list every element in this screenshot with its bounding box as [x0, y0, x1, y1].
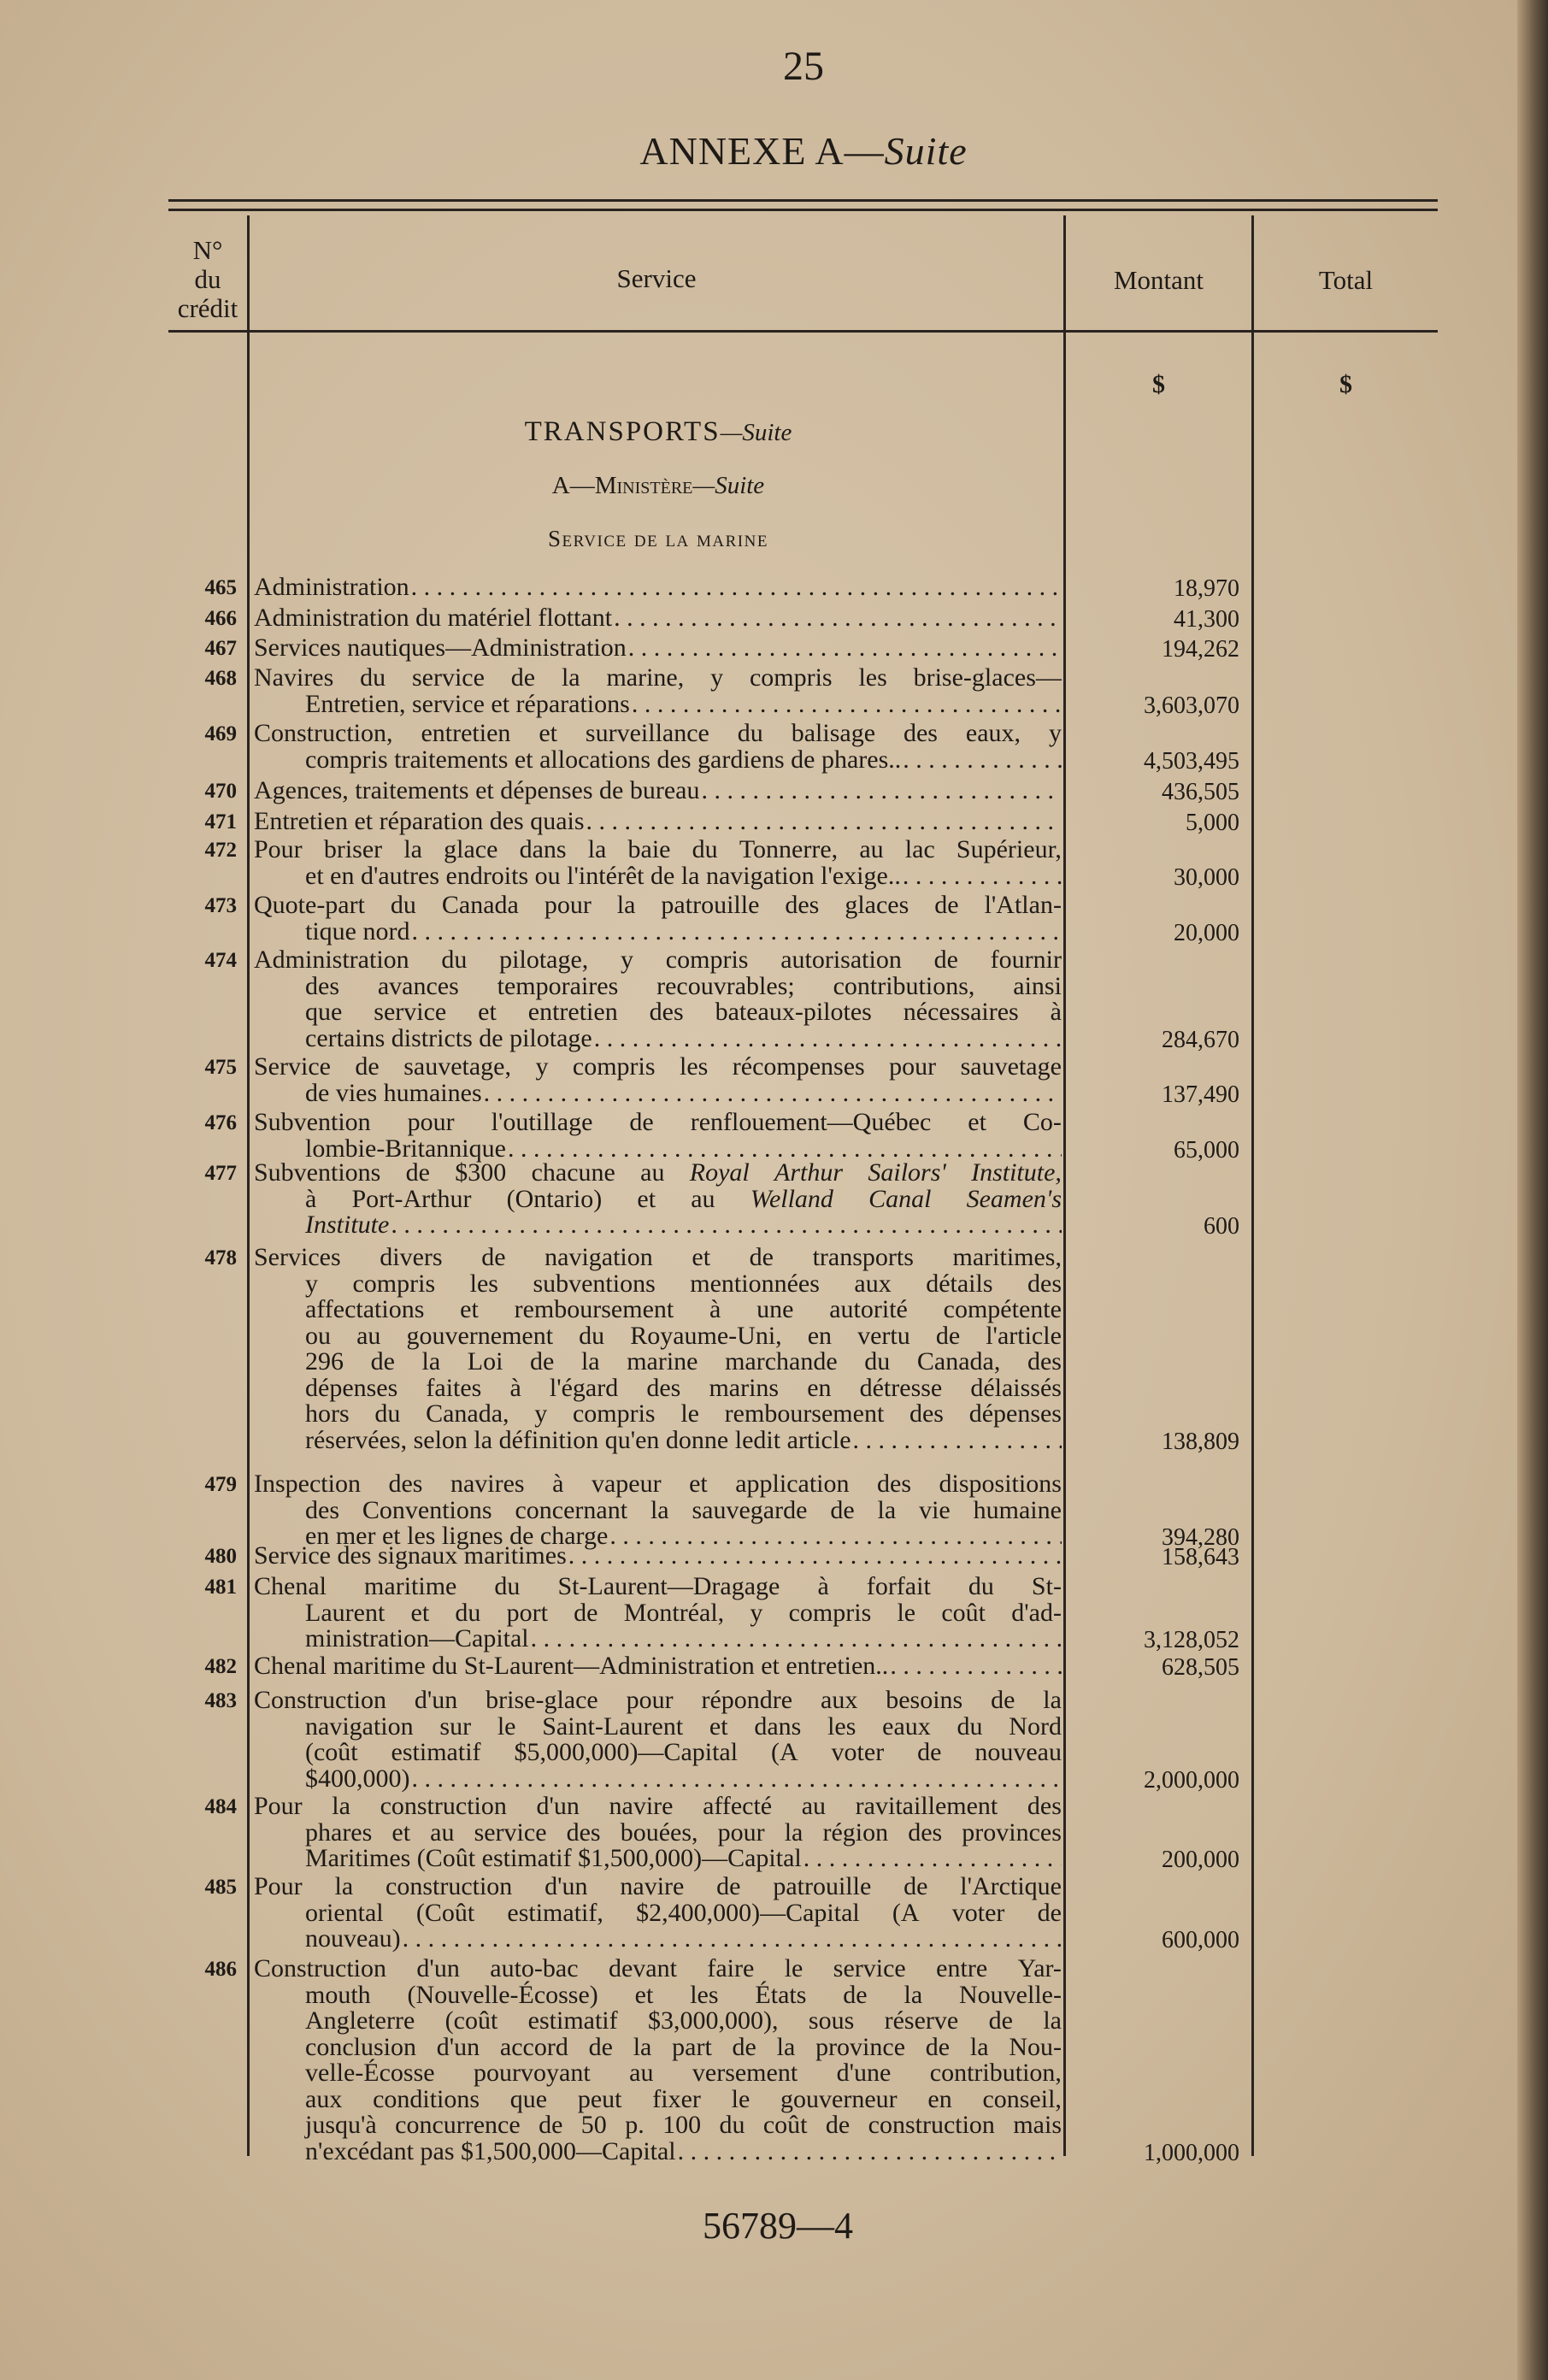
credit-number: 474 [204, 949, 237, 972]
department-heading [252, 416, 1064, 448]
description-line: Inspection des navires à vapeur et application des dispositions [254, 1470, 1062, 1498]
credit-number: 481 [204, 1576, 237, 1599]
description-line: nouveau) . . . [254, 1926, 1062, 1953]
description-line: oriental (Coût estimatif, $2,400,000)—Capital (A voter de [305, 1898, 1062, 1927]
col-divider-service [1063, 215, 1066, 2156]
credit-number: 477 [204, 1162, 237, 1185]
dot-leader [567, 1543, 1062, 1570]
dot-leader [482, 1081, 1062, 1107]
dot-leader [529, 1626, 1062, 1652]
credit-number: 485 [204, 1876, 237, 1899]
currency-total: $ [1339, 370, 1352, 398]
credit-description [254, 1054, 1062, 1106]
dot-leader [901, 863, 1062, 890]
dot-leader [592, 1026, 1062, 1052]
credit-number: 466 [204, 607, 237, 630]
dot-leader [401, 1926, 1062, 1953]
description-line: Angleterre (coût estimatif $3,000,000), sous réserve de la [305, 2006, 1062, 2035]
col-divider-montant [1251, 215, 1254, 2156]
top-rule-1 [168, 199, 1438, 202]
description-line: Services divers de navigation et de transports maritimes, [254, 1243, 1062, 1271]
dot-leader [888, 1653, 1062, 1680]
credit-amount: 3,128,052 [1144, 1627, 1239, 1653]
credit-amount: 194,262 [1162, 636, 1239, 663]
ministry-name: A—Ministère [551, 472, 693, 499]
description-line: Service de sauvetage, y compris les récompenses pour sauvetage [254, 1052, 1062, 1081]
dot-leader [630, 692, 1062, 718]
credit-description [254, 892, 1062, 945]
credit-number: 486 [204, 1958, 237, 1981]
credit-number: 483 [204, 1689, 237, 1712]
description-line: en mer et les lignes de charge . . . [254, 1523, 1062, 1550]
description-line: Service des signaux maritimes . . . [254, 1543, 1062, 1570]
credit-amount: 158,643 [1162, 1544, 1239, 1570]
credit-amount: 65,000 [1174, 1136, 1239, 1163]
dot-leader [389, 1212, 1062, 1239]
credit-description [254, 1245, 1062, 1453]
credit-amount: 436,505 [1162, 779, 1239, 805]
description-line: Pour briser la glace dans la baie du Tonnerre, au lac Supérieur, [254, 835, 1062, 863]
description-line: Construction, entretien et surveillance du balisage des eaux, y [254, 719, 1062, 747]
description-line: Maritimes (Coût estimatif $1,500,000)—Capital . . . [254, 1846, 1062, 1872]
credit-number: 475 [204, 1056, 237, 1079]
credit-amount: 41,300 [1174, 606, 1239, 633]
description-line: à Port-Arthur (Ontario) et au Welland Canal Seamen's [305, 1184, 1062, 1213]
credit-description [254, 1653, 1062, 1680]
description-line: Subventions de $300 chacune au Royal Arthur Sailors' Institute, [254, 1158, 1062, 1187]
description-line: $400,000) . . . [254, 1766, 1062, 1793]
credit-number: 476 [204, 1111, 237, 1134]
credit-amount: 30,000 [1174, 863, 1239, 891]
description-line: et en d'autres endroits ou l'intérêt de la navigation l'exige.. . . . [254, 863, 1062, 890]
credit-amount: 137,490 [1162, 1081, 1239, 1108]
description-line: Institute . . . [254, 1212, 1062, 1239]
credit-amount: 600,000 [1162, 1927, 1239, 1953]
description-line: Construction d'un brise-glace pour répondre aux besoins de la [254, 1686, 1062, 1714]
department-suffix: —Suite [720, 419, 792, 446]
credit-description [254, 1160, 1062, 1239]
dot-leader [409, 919, 1062, 946]
credit-description [254, 605, 1062, 632]
description-line: conclusion d'un accord de la part de la province de la Nou- [305, 2032, 1062, 2061]
credit-number: 468 [204, 667, 237, 690]
currency-montant: $ [1152, 370, 1165, 398]
top-rule-2 [168, 209, 1438, 211]
credit-description [254, 1688, 1062, 1792]
ministry-heading [252, 472, 1064, 500]
header-credit [168, 236, 247, 323]
description-line: navigation sur le Saint-Laurent et dans les eaux du Nord [305, 1711, 1062, 1741]
description-line: Services nautiques—Administration . . . [254, 635, 1062, 662]
header-credit-line-2: du [194, 264, 221, 294]
dot-leader [585, 809, 1062, 835]
credit-description [254, 1543, 1062, 1570]
dot-leader [901, 747, 1062, 774]
credit-description [254, 837, 1062, 889]
credit-description [254, 665, 1062, 717]
dot-leader [409, 574, 1062, 601]
credit-number: 478 [204, 1246, 237, 1270]
credit-number: 479 [204, 1473, 237, 1496]
ministry-suffix: —Suite [692, 472, 765, 499]
description-line: des Conventions concernant la sauvegarde de la vie humaine [305, 1495, 1062, 1524]
dot-leader [676, 2139, 1062, 2165]
credit-number: 471 [204, 810, 237, 834]
credit-amount: 138,809 [1162, 1428, 1239, 1455]
description-line: Administration . . . [254, 574, 1062, 601]
annex-title: ANNEXE A—Suite [639, 129, 968, 173]
description-line: phares et au service des bouées, pour la région des provinces [305, 1817, 1062, 1847]
description-line: réservées, selon la définition qu'en donne ledit article . . . [254, 1428, 1062, 1454]
header-bottom-rule [168, 330, 1438, 333]
credit-description [254, 1794, 1062, 1872]
credit-number: 465 [204, 576, 237, 599]
description-line: Administration du pilotage, y compris autorisation de fournir [254, 946, 1062, 974]
description-line: n'excédant pas $1,500,000—Capital . . . [254, 2139, 1062, 2165]
description-line: y compris les subventions mentionnées aux détails des [305, 1269, 1062, 1298]
credit-description [254, 1471, 1062, 1550]
credit-description [254, 721, 1062, 773]
header-credit-line-3: crédit [177, 293, 238, 323]
credit-number: 472 [204, 839, 237, 862]
description-line: Laurent et du port de Montréal, y compris le coût d'ad- [305, 1598, 1062, 1627]
description-line: Entretien et réparation des quais . . . [254, 809, 1062, 835]
credit-number: 484 [204, 1795, 237, 1818]
annex-title-suffix: Suite [884, 129, 968, 173]
service-heading: Service de la marine [548, 526, 768, 551]
description-line: Administration du matériel flottant . . . [254, 605, 1062, 632]
description-line: velle-Écosse pourvoyant au versement d'une contribution, [305, 2059, 1062, 2087]
dot-leader [699, 778, 1062, 804]
description-line: 296 de la Loi de la marine marchande du Canada, des [305, 1347, 1062, 1376]
description-line: Pour la construction d'un navire affecté au ravitaillement des [254, 1792, 1062, 1820]
credit-description [254, 1110, 1062, 1162]
credit-amount: 20,000 [1174, 919, 1239, 946]
department-name: TRANSPORTS [524, 416, 721, 447]
credit-amount: 3,603,070 [1144, 692, 1239, 719]
col-divider-credit [247, 215, 250, 2156]
credit-description [254, 1956, 1062, 2165]
description-line: lombie-Britannique . . . [254, 1136, 1062, 1163]
credit-amount: 18,970 [1174, 575, 1239, 602]
page-number: 25 [783, 44, 824, 89]
page-edge-shadow [1517, 0, 1548, 2380]
header-montant: Montant [1113, 265, 1204, 295]
credit-amount: 2,000,000 [1144, 1766, 1239, 1794]
credit-amount: 1,000,000 [1144, 2139, 1239, 2166]
description-line: Pour la construction d'un navire de patrouille de l'Arctique [254, 1872, 1062, 1900]
credit-description [254, 635, 1062, 662]
description-line: Chenal maritime du St-Laurent—Dragage à forfait du St- [254, 1572, 1062, 1600]
description-line: dépenses faites à l'égard des marins en détresse délaissés [305, 1373, 1062, 1402]
credit-number: 467 [204, 637, 237, 660]
description-line: Quote-part du Canada pour la patrouille des glaces de l'Atlan- [254, 891, 1062, 919]
description-line: mouth (Nouvelle-Écosse) et les États de la Nouvelle- [305, 1980, 1062, 2009]
credit-number: 480 [204, 1545, 237, 1568]
credit-amount: 4,503,495 [1144, 747, 1239, 775]
description-line: (coût estimatif $5,000,000)—Capital (A voter de nouveau [305, 1738, 1062, 1766]
description-line: jusqu'à concurrence de 50 p. 100 du coût de construction mais [305, 2111, 1062, 2139]
dot-leader [612, 605, 1062, 632]
dot-leader [802, 1846, 1062, 1872]
credit-description [254, 1874, 1062, 1953]
credit-description [254, 574, 1062, 601]
credit-amount: 200,000 [1162, 1847, 1239, 1873]
description-line: compris traitements et allocations des gardiens de phares.. . . . [254, 747, 1062, 774]
dot-leader [410, 1766, 1062, 1793]
description-line: hors du Canada, y compris le remboursement des dépenses [305, 1399, 1062, 1428]
dot-leader [851, 1428, 1062, 1454]
credit-number: 470 [204, 780, 237, 803]
header-total: Total [1318, 265, 1374, 295]
credit-amount: 628,505 [1162, 1654, 1239, 1681]
description-line: Subvention pour l'outillage de renflouement—Québec et Co- [254, 1108, 1062, 1136]
description-line: aux conditions que peut fixer le gouverneur en conseil, [305, 2084, 1062, 2113]
credit-amount: 5,000 [1186, 810, 1239, 836]
description-line: ou au gouvernement du Royaume-Uni, en vertu de l'article [305, 1321, 1062, 1350]
credit-number: 469 [204, 722, 237, 745]
description-line: affectations et remboursement à une autorité compétente [305, 1295, 1062, 1323]
description-line: certains districts de pilotage . . . [254, 1026, 1062, 1052]
description-line: Chenal maritime du St-Laurent—Administration et entretien.. . . . [254, 1653, 1062, 1680]
description-line: Entretien, service et réparations . . . [254, 692, 1062, 718]
header-credit-line-1: N° [192, 235, 223, 265]
credit-description [254, 778, 1062, 804]
description-line: Construction d'un auto-bac devant faire le service entre Yar- [254, 1954, 1062, 1982]
credit-number: 482 [204, 1655, 237, 1678]
credit-amount: 284,670 [1162, 1026, 1239, 1053]
description-line: que service et entretien des bateaux-pilotes nécessaires à [305, 998, 1062, 1026]
credit-description [254, 947, 1062, 1052]
header-service: Service [616, 263, 697, 293]
credit-amount: 394,280 [1162, 1524, 1239, 1551]
credit-amount: 600 [1204, 1213, 1239, 1240]
credit-number: 473 [204, 894, 237, 917]
description-line: Agences, traitements et dépenses de bureau . . . [254, 778, 1062, 804]
description-line: ministration—Capital . . . [254, 1626, 1062, 1652]
description-line: tique nord . . . [254, 919, 1062, 946]
dot-leader [627, 635, 1062, 662]
credit-description [254, 809, 1062, 835]
annex-title-main: ANNEXE A [639, 129, 845, 173]
print-reference: 56789—4 [703, 2205, 853, 2247]
credit-description [254, 1574, 1062, 1652]
description-line: Navires du service de la marine, y compris les brise-glaces— [254, 663, 1062, 692]
description-line: des avances temporaires recouvrables; contributions, ainsi [305, 971, 1062, 1000]
description-line: de vies humaines . . . [254, 1081, 1062, 1107]
